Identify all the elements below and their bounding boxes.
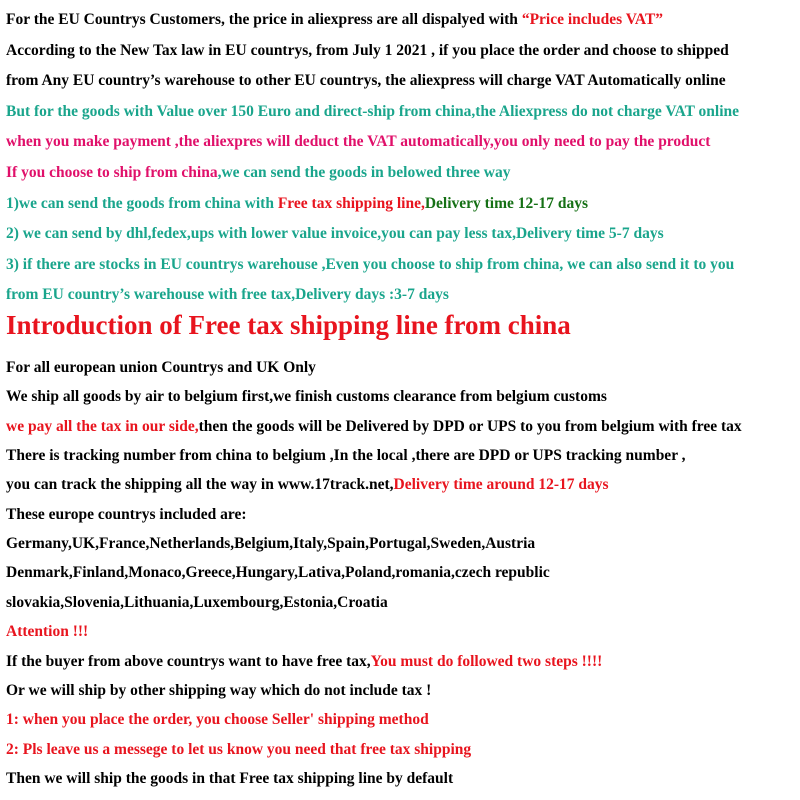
text-segment: You must do followed two steps !!!!: [370, 652, 603, 670]
text-segment: we pay all the tax in our side,: [6, 417, 199, 435]
info-line-6: [6, 505, 247, 525]
notice-line-3: [6, 71, 726, 91]
notice-line-10: [6, 285, 449, 305]
info-line-2: [6, 387, 607, 407]
info-line-12: [6, 681, 431, 701]
notice-line-2: [6, 41, 729, 61]
text-segment: Germany,UK,France,Netherlands,Belgium,Italy,Spain,Portugal,Sweden,Austria: [6, 535, 536, 553]
text-segment: from Any EU country’s warehouse to other EU countrys, the aliexpress will charge VAT Automatically online: [6, 72, 726, 90]
text-segment: 2) we can send by dhl,fedex,ups with lower value invoice,you can pay less tax,Delivery time 5-7 days: [6, 225, 664, 243]
text-segment: For all european union Countrys and UK Only: [6, 359, 316, 376]
info-line-11: [6, 652, 602, 672]
text-segment: Denmark,Finland,Monaco,Greece,Hungary,Lativa,Poland,romania,czech republic: [6, 564, 550, 582]
text-segment: 1)we can send the goods from china with: [6, 194, 278, 212]
text-segment: slovakia,Slovenia,Lithuania,Luxembourg,Estonia,Croatia: [6, 593, 388, 611]
notice-line-1: [6, 10, 663, 30]
text-segment: If you choose to ship from china: [6, 164, 218, 181]
text-segment: then the goods will be Delivered by DPD or UPS to you from belgium with free tax: [198, 417, 742, 435]
text-segment: you can track the shipping all the way in www.17track.net,: [6, 476, 394, 494]
text-segment: Free tax shipping line,: [277, 194, 425, 212]
text-segment: These europe countrys included are:: [6, 505, 247, 523]
text-segment: According to the New Tax law in EU countrys, from July 1 2021 , if you place the order and choose to shipped: [6, 41, 729, 59]
info-line-8: [6, 563, 550, 583]
info-line-4: [6, 446, 686, 466]
info-line-14: [6, 740, 471, 760]
info-line-3: [6, 417, 742, 437]
info-line-15: [6, 769, 453, 789]
text-segment: Or we will ship by other shipping way which do not include tax !: [6, 681, 432, 699]
text-segment: ,we can send the goods in belowed three way: [217, 164, 511, 181]
text-segment: Attention !!!: [6, 623, 89, 641]
notice-line-7: [6, 194, 588, 214]
text-segment: “Price includes VAT”: [521, 11, 664, 28]
info-line-5: [6, 475, 609, 495]
text-segment: 3) if there are stocks in EU countrys warehouse ,Even you choose to ship from china, we can also send it to you: [6, 255, 735, 273]
notice-line-4: [6, 102, 739, 122]
text-segment: If the buyer from above countrys want to have free tax,: [6, 652, 371, 670]
text-segment: when you make payment ,the aliexpres will deduct the VAT automatically,you only need to pay the product: [6, 133, 711, 151]
notice-line-9: [6, 255, 734, 275]
text-segment: We ship all goods by air to belgium first,we finish customs clearance from belgium customs: [6, 388, 607, 406]
text-segment: There is tracking number from china to belgium ,In the local ,there are DPD or UPS tracking number ,: [6, 447, 686, 465]
notice-line-5: [6, 132, 710, 152]
text-segment: Then we will ship the goods in that Free tax shipping line by default: [6, 769, 454, 787]
info-line-10: [6, 622, 88, 642]
text-segment: 2: Pls leave us a messege to let us know you need that free tax shipping: [6, 740, 472, 758]
info-line-9: [6, 593, 388, 613]
section-heading: Introduction of Free tax shipping line from china: [6, 310, 571, 340]
info-line-13: [6, 710, 429, 730]
text-segment: But for the goods with Value over 150 Euro and direct-ship from china,the Aliexpress do not charge VAT online: [6, 102, 740, 120]
text-segment: Delivery time 12-17 days: [424, 194, 588, 212]
notice-line-8: [6, 224, 664, 244]
text-segment: 1: when you place the order, you choose Seller' shipping method: [6, 711, 429, 729]
info-line-7: [6, 534, 535, 554]
text-segment: Delivery time around 12-17 days: [393, 476, 609, 494]
notice-line-6: [6, 163, 511, 183]
text-segment: For the EU Countrys Customers, the price in aliexpress are all dispalyed with: [6, 11, 522, 28]
text-segment: from EU country’s warehouse with free tax,Delivery days :3-7 days: [6, 286, 449, 304]
info-line-1: [6, 358, 316, 378]
